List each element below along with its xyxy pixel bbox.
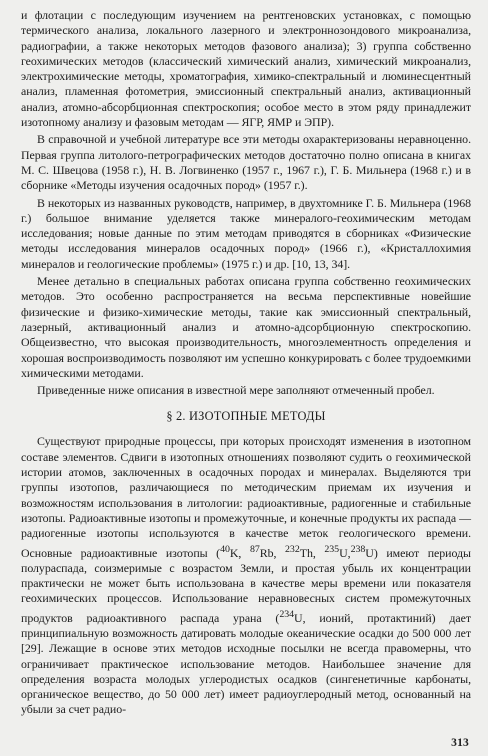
page-number: 313 (451, 737, 469, 749)
isotope-symbol-rb: Rb, (259, 545, 286, 560)
isotope-mass-k40: 40 (220, 543, 230, 555)
isotope-symbol-u235: U, (339, 545, 351, 560)
paragraph-reference-literature: В справочной и учебной литературе все эти методы охарактеризованы неравноценно. Первая группа литолого-петрографических методов достаточно полно описана в книгах М. С. Швецова (1958 г.), Н. В. Логвиненко (1957 г., 1967 г.), Г. Б. Мильнера (1968 г.) и в сборнике «Методы изучения осадочных пород» (1957 г.). (21, 132, 471, 193)
isotope-symbol-u234: U (294, 610, 303, 625)
isotope-text-part-3: , ионий, протактиний) дает принципиальную возможность датировать молодые океанические осадки до 500 000 лет [29]. Лежащие в основе этих методов исходные посылки не всегда правомерны, что ограничивает практическое использование методов. Наибольшее значение для определения возраста молодых углеродистых осадков (сингенетичные карбонаты, органическое вещество, до 50 000 лет) имеет радиоуглеродный метод, основанный на убыли за счет радио- (21, 610, 471, 717)
paragraph-isotope-processes (21, 434, 471, 717)
paragraph-methods-list: и флотации с последующим изучением на рентгеновских установках, с помощью термического анализа, локального лазерного и электроннозондового микроанализа, радиографии, а также некоторых методов фазового анализа); 3) группа собственно геохимических методов (классический химический анализ, химический микроанализ, электрохимические методы, хроматография, химико-спектральный и люминесцентный анализ, пламенная фотометрия, эмиссионный спектральный анализ, активационный анализ, атомно-абсорбционная спектроскопия; особое место в этом ряду принадлежит изотопному анализу и фазовым методам — ЯГР, ЯМР и ЭПР). (21, 8, 471, 130)
isotope-mass-rb87: 87 (249, 543, 260, 555)
paragraph-geochemical-methods: Менее детально в специальных работах описана группа собственно геохимических методов. Это особенно распространяется на весьма перспективные новейшие физические и физико-химические методы, такие как эмиссионный спектральный, лазерный, активационный анализ и атомно-адсорбционную спектроскопию. Общеизвестно, что высокая производительность, многоэлементность определения и хорошая воспроизводимость позволяют им успешно конкурировать с более трудоемкими химическими методами. (21, 274, 471, 380)
section-heading: § 2. ИЗОТОПНЫЕ МЕТОДЫ (166, 409, 326, 424)
isotope-mass-u234: 234 (279, 608, 295, 620)
isotope-symbol-th: Th, (299, 545, 325, 560)
isotope-symbol-k: K, (229, 545, 250, 560)
isotope-mass-u235: 235 (324, 543, 340, 555)
isotope-text-part-2: ) имеют периоды полураспада, соизмеримые с возрастом Земли, и простая убыль их концентрации практически не может быть использована в качестве меры времени или показателя геохимических процессов. Использование неравновесных систем промежуточных продуктов радиоактивного распада урана ( (21, 545, 471, 625)
isotope-text-part-1: Существуют природные процессы, при которых происходят изменения в изотопном составе элементов. Сдвиги в изотопных отношениях позволяют судить о геохимической истории атомов, заключенных в осадочных породах и минералах. Выделяются три группы изотопов, различающиеся по методическим приемам их изучения и возможностям использования в литологии: радиоактивные, радиогенные и стабильные изотопы. Радиоактивные изотопы и промежуточные, и конечные продукты их распада — радиогенные изотопы используются в качестве меток геологического времени. Основные радиоактивные изотопы ( (21, 434, 471, 560)
isotope-symbol-u238: U (365, 545, 374, 560)
paragraph-guides: В некоторых из названных руководств, например, в двухтомнике Г. Б. Мильнера (1968 г.) большое внимание уделяется также минералого-геохимическим методам исследования; новые данные по этим методам приводятся в сборниках «Физические методы исследования минералов осадочных пород» (1966 г.), «Кристаллохимия минералов и геологические проблемы» (1975 г.) и др. [10, 13, 34]. (21, 195, 471, 271)
isotope-mass-u238: 238 (350, 543, 366, 555)
isotope-mass-th232: 232 (285, 543, 300, 555)
paragraph-descriptions-below: Приведенные ниже описания в известной мере заполняют отмеченный пробел. (37, 383, 435, 398)
